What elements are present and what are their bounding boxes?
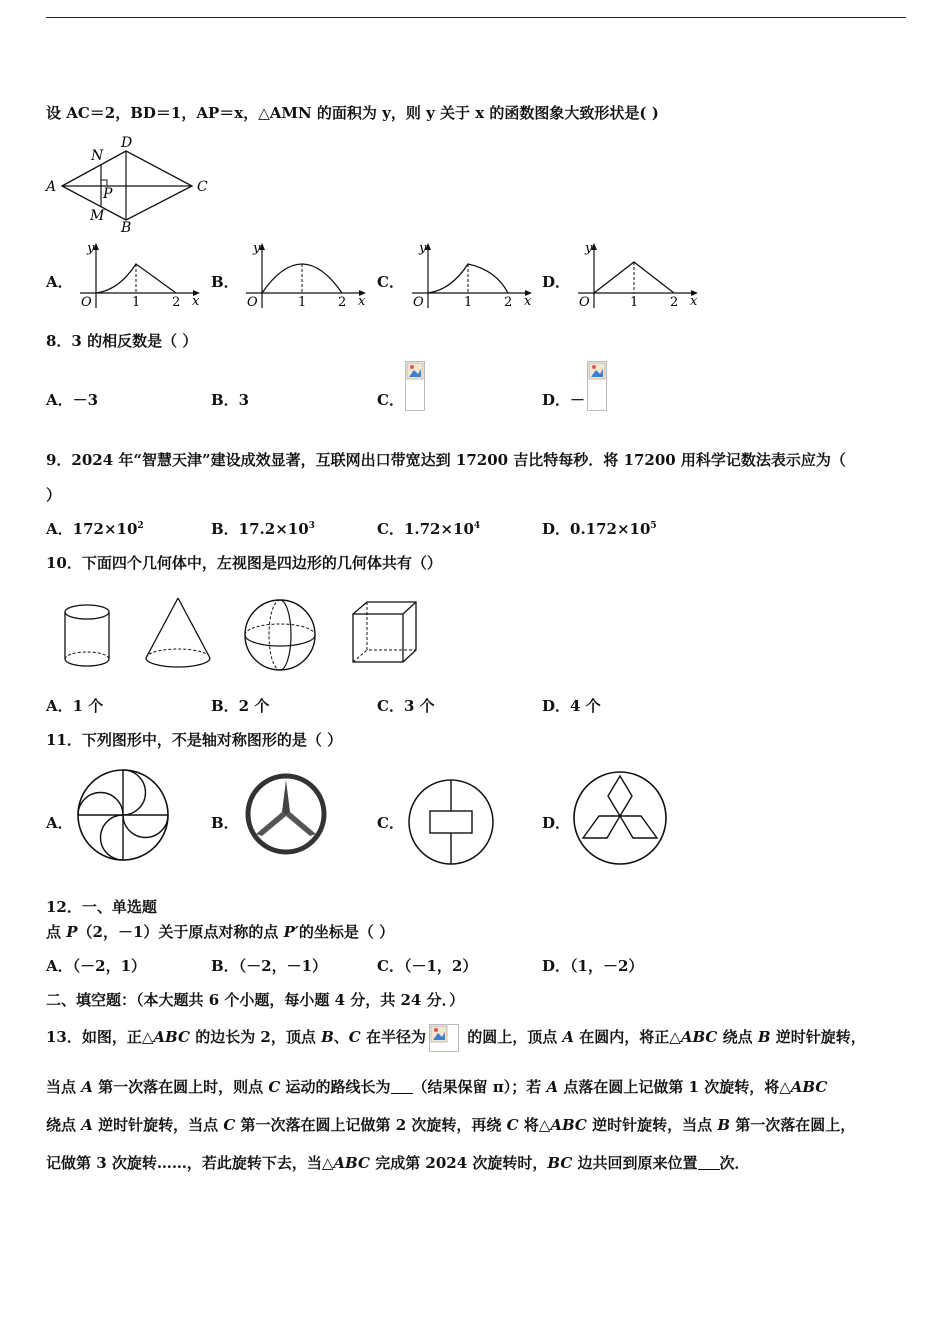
q13-line4 bbox=[46, 1152, 750, 1173]
q8-option-a[interactable]: A．－3 bbox=[46, 391, 99, 409]
q12-option-d[interactable]: D．（1，－2） bbox=[542, 957, 644, 975]
math: B bbox=[757, 1028, 771, 1046]
three-star-circle-figure bbox=[244, 772, 328, 856]
text: 、 bbox=[333, 1028, 349, 1046]
math: C bbox=[268, 1078, 281, 1096]
q7-option-a[interactable]: A． bbox=[46, 273, 73, 291]
text: 绕点 bbox=[46, 1116, 82, 1134]
math: A bbox=[81, 1078, 93, 1096]
tick-1: 1 bbox=[464, 295, 473, 310]
q9-option-c[interactable] bbox=[377, 518, 480, 539]
math: BC bbox=[547, 1154, 573, 1172]
text: 绕点 bbox=[717, 1028, 758, 1046]
point-p-prime: P′ bbox=[283, 923, 299, 941]
text: 第一次落在圆上时，则点 bbox=[92, 1078, 269, 1096]
math: C bbox=[348, 1028, 361, 1046]
origin-label: O bbox=[81, 295, 92, 310]
tick-2: 2 bbox=[338, 295, 347, 310]
broken-image-icon bbox=[429, 1024, 459, 1052]
option-text: D．0.172×10 bbox=[542, 520, 651, 538]
q12-option-b[interactable]: B．（－2，－1） bbox=[211, 957, 328, 975]
q12-option-c[interactable]: C．（－1，2） bbox=[377, 957, 478, 975]
q13-line2 bbox=[46, 1076, 827, 1097]
q12-section: 12．一、单选题 bbox=[46, 898, 157, 916]
text: 当点 bbox=[46, 1078, 82, 1096]
tick-2: 2 bbox=[504, 295, 513, 310]
text: 逆时针旋转，当点 bbox=[586, 1116, 718, 1134]
math: ABC bbox=[790, 1078, 828, 1096]
text: 边共回到原来位置 bbox=[572, 1154, 698, 1172]
option-text: B．17.2×10 bbox=[211, 520, 309, 538]
tick-2: 2 bbox=[670, 295, 679, 310]
text: 第一次落在圆上， bbox=[730, 1116, 856, 1134]
label-C: C bbox=[197, 179, 208, 195]
x-axis-label: x bbox=[524, 294, 532, 309]
y-axis-label: y bbox=[585, 241, 593, 256]
math: B bbox=[717, 1116, 731, 1134]
exponent: 2 bbox=[137, 521, 144, 531]
q7-option-c[interactable]: C． bbox=[377, 273, 404, 291]
cube-figure bbox=[350, 600, 420, 666]
broken-image-icon bbox=[587, 361, 607, 411]
q7-rhombus-figure bbox=[44, 130, 224, 235]
broken-image-icon bbox=[405, 361, 425, 411]
origin-label: O bbox=[579, 295, 590, 310]
math: ABC bbox=[680, 1028, 718, 1046]
text: 点落在圆上记做第 1 次旋转，将△ bbox=[558, 1078, 791, 1096]
text: 的坐标是（ ） bbox=[298, 923, 395, 941]
label-N: N bbox=[91, 148, 104, 164]
text: 点 bbox=[46, 923, 67, 941]
q11-option-a[interactable]: A． bbox=[46, 814, 73, 832]
exponent: 5 bbox=[650, 521, 657, 531]
math: A bbox=[562, 1028, 575, 1046]
x-axis-label: x bbox=[192, 294, 200, 309]
x-axis-label: x bbox=[690, 294, 698, 309]
label-A: A bbox=[46, 179, 57, 195]
label-B: B bbox=[121, 220, 132, 236]
cylinder-figure bbox=[60, 603, 116, 669]
tick-1: 1 bbox=[298, 295, 307, 310]
text: 的圆上，顶点 bbox=[461, 1028, 563, 1046]
q7-graph-c bbox=[406, 240, 541, 312]
text: （2，－1）关于原点对称的点 bbox=[77, 923, 284, 941]
tick-1: 1 bbox=[630, 295, 639, 310]
tick-2: 2 bbox=[172, 295, 181, 310]
q10-stem: 10．下面四个几何体中，左视图是四边形的几何体共有（） bbox=[46, 554, 442, 572]
point-p: P bbox=[66, 923, 78, 941]
section-fill-in-title: 二、填空题：（本大题共 6 个小题，每小题 4 分，共 24 分．） bbox=[46, 991, 465, 1009]
math: ABC bbox=[153, 1028, 190, 1046]
text: （结果保留 π）；若 bbox=[412, 1078, 547, 1096]
origin-label: O bbox=[247, 295, 258, 310]
q7-graph-b bbox=[240, 240, 375, 312]
text: 第一次落在圆上记做第 2 次旋转，再绕 bbox=[235, 1116, 507, 1134]
text: 记做第 3 次旋转……，若此旋转下去，当△ bbox=[46, 1154, 334, 1172]
text: 完成第 2024 次旋转时， bbox=[369, 1154, 548, 1172]
q7-graph-a bbox=[74, 240, 209, 312]
math: B bbox=[321, 1028, 334, 1046]
q8-option-d[interactable]: D．－ bbox=[542, 391, 586, 409]
y-axis-label: y bbox=[253, 241, 261, 256]
text: 在半径为 bbox=[360, 1028, 426, 1046]
x-axis-label: x bbox=[358, 294, 366, 309]
q7-stem: 设 AC＝2，BD＝1，AP＝x，△AMN 的面积为 y，则 y 关于 x 的函数图象大致形状是( ) bbox=[46, 104, 659, 122]
q12-stem bbox=[46, 921, 394, 942]
q9-option-b[interactable] bbox=[211, 518, 315, 539]
text: 13．如图，正△ bbox=[46, 1028, 154, 1046]
q8-stem: 8．3 的相反数是（ ） bbox=[46, 332, 198, 350]
cone-figure bbox=[142, 596, 214, 672]
text: 次． bbox=[719, 1154, 750, 1172]
q9-stem-line2: ） bbox=[46, 486, 62, 504]
label-P: P bbox=[103, 186, 113, 202]
exponent: 4 bbox=[473, 521, 481, 531]
header-rule bbox=[46, 17, 906, 18]
text: 在圆内，将正△ bbox=[574, 1028, 681, 1046]
q13-line1 bbox=[46, 1024, 866, 1052]
text: 运动的路线长为 bbox=[280, 1078, 391, 1096]
q13-line3 bbox=[46, 1114, 855, 1135]
q9-option-a[interactable] bbox=[46, 518, 144, 539]
answer-blank[interactable] bbox=[391, 1079, 413, 1094]
y-axis-label: y bbox=[87, 241, 95, 256]
text: 逆时针旋转，当点 bbox=[92, 1116, 224, 1134]
q8-option-b[interactable]: B．3 bbox=[211, 391, 250, 409]
q9-stem-line1: 9．2024 年“智慧天津”建设成效显著，互联网出口带宽达到 17200 吉比特每秒．将 17200 用科学记数法表示应为（ bbox=[46, 451, 846, 469]
q8-option-c[interactable]: C． bbox=[377, 391, 404, 409]
origin-label: O bbox=[413, 295, 424, 310]
label-M: M bbox=[90, 208, 105, 224]
q11-option-c[interactable]: C． bbox=[377, 814, 404, 832]
circle-rectangle-figure bbox=[406, 778, 496, 866]
text: 的边长为 2，顶点 bbox=[189, 1028, 322, 1046]
q9-option-d[interactable] bbox=[542, 518, 657, 539]
math: A bbox=[546, 1078, 559, 1096]
q11-option-b[interactable]: B． bbox=[211, 814, 239, 832]
text: 逆时针旋转， bbox=[770, 1028, 866, 1046]
exponent: 3 bbox=[308, 521, 315, 531]
math: C bbox=[223, 1116, 236, 1134]
q7-graph-d bbox=[572, 240, 707, 312]
q10-option-d[interactable]: D．4 个 bbox=[542, 697, 601, 715]
q10-option-c[interactable]: C．3 个 bbox=[377, 697, 435, 715]
q10-option-a[interactable]: A．1 个 bbox=[46, 697, 104, 715]
math: ABC bbox=[333, 1154, 370, 1172]
three-diamond-circle-figure bbox=[571, 770, 669, 866]
y-axis-label: y bbox=[419, 241, 427, 256]
answer-blank[interactable] bbox=[698, 1155, 720, 1170]
q11-option-d[interactable]: D． bbox=[542, 814, 571, 832]
math: ABC bbox=[550, 1116, 587, 1134]
math: C bbox=[506, 1116, 519, 1134]
math: A bbox=[81, 1116, 93, 1134]
option-text: A．172×10 bbox=[46, 520, 138, 538]
pinwheel-circle-figure bbox=[76, 768, 170, 862]
option-text: C．1.72×10 bbox=[377, 520, 474, 538]
text: 将△ bbox=[518, 1116, 551, 1134]
q10-option-b[interactable]: B．2 个 bbox=[211, 697, 270, 715]
q7-option-d[interactable]: D． bbox=[542, 273, 571, 291]
q11-stem: 11．下列图形中，不是轴对称图形的是（ ） bbox=[46, 731, 343, 749]
q7-option-b[interactable]: B． bbox=[211, 273, 239, 291]
label-D: D bbox=[121, 135, 133, 151]
sphere-figure bbox=[242, 597, 318, 673]
q12-option-a[interactable]: A．（－2，1） bbox=[46, 957, 147, 975]
tick-1: 1 bbox=[132, 295, 141, 310]
